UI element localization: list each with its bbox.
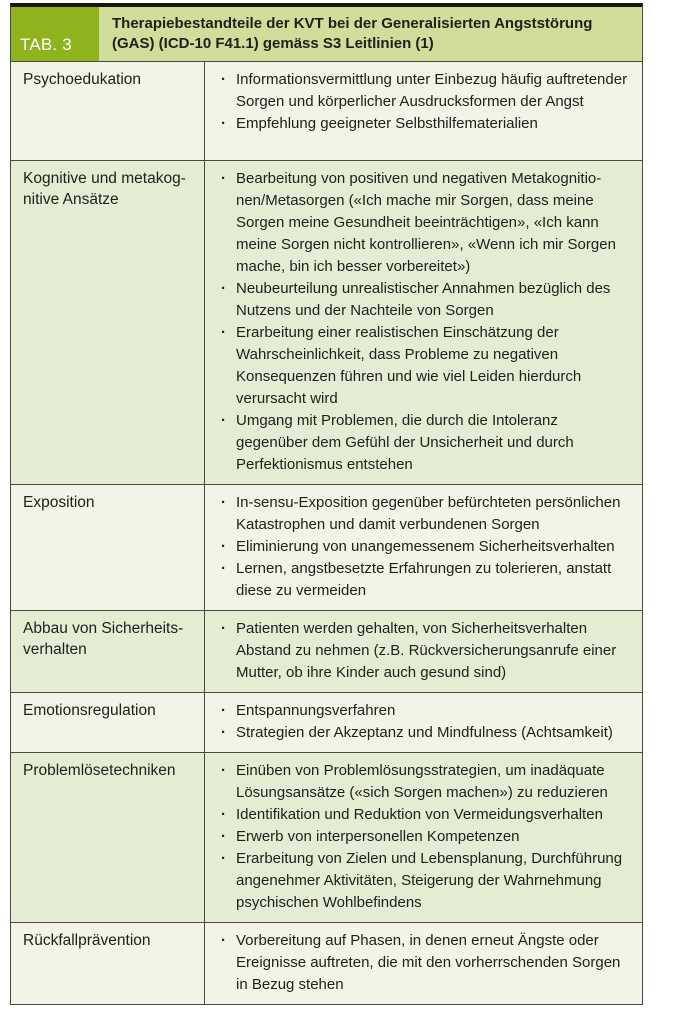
row-label: Emotionsregulation (11, 693, 205, 752)
table-row (11, 61, 642, 160)
table-tag-badge: TAB. 3 (11, 7, 99, 61)
row-label: Exposition (11, 485, 205, 610)
row-label: Kognitive und metakognitive Ansätze (11, 161, 205, 484)
table-row (11, 484, 642, 610)
table-row (11, 692, 642, 752)
row-content (205, 161, 642, 484)
table-title: Therapiebestandteile der KVT bei der Generalisierten Angststörung (GAS) (ICD-10 F41.1) gemäss S3 Leitlinien (1) (99, 7, 642, 61)
table-header (11, 7, 642, 61)
row-content (205, 611, 642, 692)
bullet-item: · Informationsvermittlung unter Einbezug häufig auftretender Sorgen und körperlicher Ausdrucksformen der Angst (205, 69, 636, 113)
row-content (205, 62, 642, 160)
bullet-item: · Erwerb von interpersonellen Kompetenzen (205, 826, 636, 848)
row-label: Rückfallprävention (11, 923, 205, 1004)
bullet-list (205, 930, 636, 996)
bullet-item: · Umgang mit Problemen, die durch die Intoleranz gegenüber dem Gefühl der Unsicherheit und durch Perfektionismus entstehen (205, 410, 636, 476)
bullet-list (205, 760, 636, 914)
bullet-item: · Eliminierung von unangemessenem Sicherheitsverhalten (205, 536, 636, 558)
row-content (205, 485, 642, 610)
bullet-item: · Erarbeitung von Zielen und Lebensplanung, Durchführung angenehmer Aktivitäten, Steigerung der Wahrnehmung psychischen Wohlbefindens (205, 848, 636, 914)
bullet-list (205, 492, 636, 602)
row-content (205, 753, 642, 922)
therapy-components-table (10, 3, 643, 1005)
bullet-list (205, 69, 636, 135)
row-label: Problemlösetechniken (11, 753, 205, 922)
bullet-item: · Vorbereitung auf Phasen, in denen erneut Ängste oder Ereignisse auftreten, die mit den vorherrschenden Sorgen in Bezug stehen (205, 930, 636, 996)
bullet-item: · Einüben von Problemlösungsstrategien, um inadäquate Lösungsansätze («sich Sorgen machen») zu reduzieren (205, 760, 636, 804)
bullet-list (205, 618, 636, 684)
bullet-item: · In-sensu-Exposition gegenüber befürchteten persönlichen Katastrophen und damit verbundenen Sorgen (205, 492, 636, 536)
row-content (205, 923, 642, 1004)
bullet-list (205, 700, 636, 744)
row-label: Abbau von Sicherheitsverhalten (11, 611, 205, 692)
bullet-item: · Neubeurteilung unrealistischer Annahmen bezüglich des Nutzens und der Nachteile von Sorgen (205, 278, 636, 322)
bullet-item: · Empfehlung geeigneter Selbsthilfematerialien (205, 113, 636, 135)
table-row (11, 752, 642, 922)
row-label: Psychoedukation (11, 62, 205, 160)
table-row (11, 610, 642, 692)
bullet-item: · Patienten werden gehalten, von Sicherheitsverhalten Abstand zu nehmen (z.B. Rückversicherungsanrufe einer Mutter, ob ihre Kinder auch gesund sind) (205, 618, 636, 684)
row-content (205, 693, 642, 752)
table-row (11, 922, 642, 1004)
bullet-item: · Erarbeitung einer realistischen Einschätzung der Wahrscheinlichkeit, dass Probleme zu negativen Konsequenzen führen und wie viel Leiden hierdurch verursacht wird (205, 322, 636, 410)
bullet-item: · Identifikation und Reduktion von Vermeidungsverhalten (205, 804, 636, 826)
bullet-item: · Strategien der Akzeptanz und Mindfulness (Achtsamkeit) (205, 722, 636, 744)
bullet-list (205, 168, 636, 476)
bullet-item: · Entspannungsverfahren (205, 700, 636, 722)
bullet-item: · Lernen, angstbesetzte Erfahrungen zu tolerieren, anstatt diese zu vermeiden (205, 558, 636, 602)
bullet-item: · Bearbeitung von positiven und negativen Metakognitionen/Metasorgen («Ich mache mir Sorgen, dass meine Sorgen meine Gesundheit beeinträchtigen», «Ich kann meine Sorgen nicht kontrollieren», «Wenn ich mir Sorgen mache, bin ich besser vorbereitet») (205, 168, 636, 278)
table-row (11, 160, 642, 484)
